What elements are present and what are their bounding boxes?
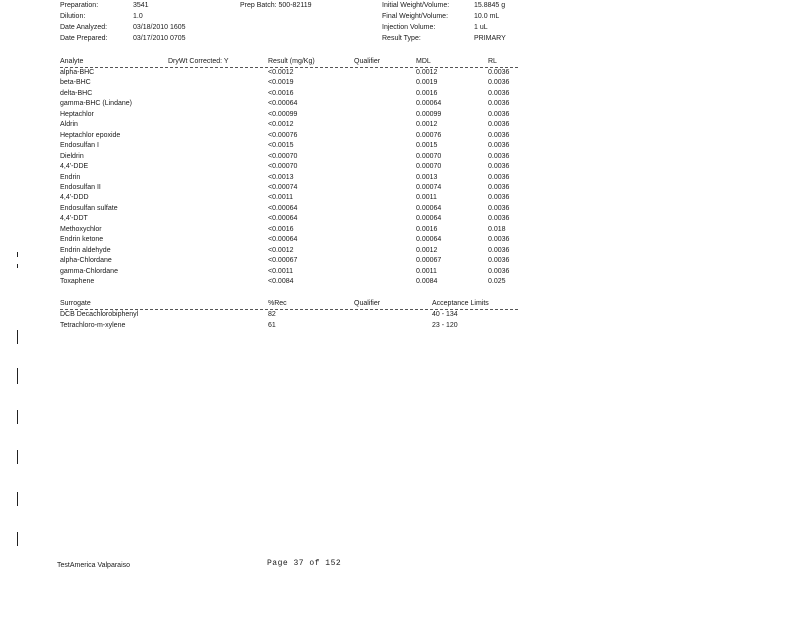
rl-cell: 0.0036 <box>488 173 510 181</box>
date-analyzed-label: Date Analyzed: <box>60 24 108 31</box>
result-cell: <0.0011 <box>268 194 293 202</box>
analyte-cell: Heptachlor <box>60 110 94 118</box>
mdl-cell: 0.0012 <box>416 121 438 129</box>
rl-cell: 0.0036 <box>488 267 510 275</box>
result-cell: <0.0011 <box>268 267 293 275</box>
table-row <box>0 121 800 131</box>
result-type-value: PRIMARY <box>474 35 506 42</box>
rl-cell: 0.0036 <box>488 246 510 254</box>
table-row <box>0 132 800 142</box>
rl-cell: 0.0036 <box>488 121 510 129</box>
mdl-cell: 0.0012 <box>416 69 438 76</box>
mdl-cell: 0.0011 <box>416 194 437 202</box>
surrogate-cell: Tetrachloro-m-xylene <box>60 321 126 329</box>
rl-cell: 0.0036 <box>488 257 510 265</box>
rec-header: %Rec <box>268 300 287 307</box>
rl-cell: 0.0036 <box>488 183 510 191</box>
result-cell: <0.0019 <box>268 79 294 87</box>
rl-cell: 0.0036 <box>488 69 510 76</box>
analyte-cell: 4,4'-DDD <box>60 194 89 202</box>
scan-mark <box>17 492 18 506</box>
rl-cell: 0.0036 <box>488 79 510 87</box>
analyte-cell: Endrin aldehyde <box>60 246 111 254</box>
table-row <box>0 69 800 79</box>
rec-cell: 82 <box>268 311 276 318</box>
final-weight-label: Final Weight/Volume: <box>382 13 449 20</box>
mdl-cell: 0.0016 <box>416 89 438 97</box>
dilution-value: 1.0 <box>133 13 143 20</box>
table-row <box>0 174 800 184</box>
table-row <box>0 236 800 246</box>
mdl-cell: 0.0019 <box>416 79 438 87</box>
table-row <box>0 215 800 225</box>
limits-cell: 40 - 134 <box>432 311 458 318</box>
mdl-cell: 0.00064 <box>416 100 442 108</box>
analyte-cell: gamma-Chlordane <box>60 267 118 275</box>
result-header: Result (mg/Kg) <box>268 58 315 65</box>
mdl-cell: 0.0084 <box>416 278 438 285</box>
mdl-cell: 0.00067 <box>416 257 442 265</box>
result-cell: <0.0084 <box>268 278 294 285</box>
rl-cell: 0.0036 <box>488 131 510 139</box>
rl-cell: 0.025 <box>488 278 506 285</box>
table-row <box>0 226 800 236</box>
mdl-header: MDL <box>416 58 431 65</box>
analyte-cell: Endosulfan I <box>60 142 99 150</box>
result-cell: <0.00064 <box>268 204 298 212</box>
rl-cell: 0.0036 <box>488 100 510 108</box>
table-row <box>0 194 800 204</box>
analyte-cell: delta-BHC <box>60 89 93 97</box>
mdl-cell: 0.00064 <box>416 215 442 223</box>
result-cell: <0.0012 <box>268 246 294 254</box>
table-row <box>0 153 800 163</box>
scan-mark <box>17 252 18 257</box>
rl-cell: 0.0036 <box>488 89 510 97</box>
date-prepared-label: Date Prepared: <box>60 35 108 42</box>
mdl-cell: 0.00064 <box>416 236 442 244</box>
analyte-cell: 4,4'-DDT <box>60 215 88 223</box>
table-row <box>0 278 800 288</box>
result-cell: <0.0016 <box>268 89 294 97</box>
surrogate-cell: DCB Decachlorobiphenyl <box>60 311 139 318</box>
result-cell: <0.00076 <box>268 131 298 139</box>
limits-cell: 23 - 120 <box>432 321 458 329</box>
table-row <box>0 205 800 215</box>
table-row <box>0 257 800 267</box>
scan-mark <box>17 450 18 464</box>
mdl-cell: 0.0011 <box>416 267 437 275</box>
rl-cell: 0.0036 <box>488 163 510 171</box>
mdl-cell: 0.0016 <box>416 225 438 233</box>
qualifier-header: Qualifier <box>354 58 381 65</box>
initial-weight-label: Initial Weight/Volume: <box>382 2 450 9</box>
table-row <box>0 142 800 152</box>
result-cell: <0.0013 <box>268 173 294 181</box>
analyte-cell: 4,4'-DDE <box>60 163 89 171</box>
table-row <box>0 90 800 100</box>
mdl-cell: 0.0015 <box>416 142 438 150</box>
result-cell: <0.00064 <box>268 236 298 244</box>
rl-cell: 0.0036 <box>488 152 510 160</box>
analyte-cell: Endrin ketone <box>60 236 104 244</box>
table-row <box>0 311 800 321</box>
table-row <box>0 163 800 173</box>
rl-cell: 0.0036 <box>488 194 510 202</box>
initial-weight-value: 15.8845 g <box>474 2 506 9</box>
result-cell: <0.0012 <box>268 69 294 76</box>
analyte-cell: Toxaphene <box>60 278 95 285</box>
mdl-cell: 0.00064 <box>416 204 442 212</box>
mdl-cell: 0.00076 <box>416 131 442 139</box>
analyte-cell: beta-BHC <box>60 79 91 87</box>
table-row <box>0 322 800 332</box>
surrogate-header: Surrogate <box>60 300 91 307</box>
result-cell: <0.0012 <box>268 121 294 129</box>
surrogate-header-divider <box>60 309 518 310</box>
analyte-cell: alpha-Chlordane <box>60 257 112 265</box>
rl-header: RL <box>488 58 497 65</box>
rl-cell: 0.0036 <box>488 215 510 223</box>
analyte-cell: Endosulfan II <box>60 183 101 191</box>
rl-cell: 0.0036 <box>488 110 510 118</box>
result-cell: <0.0015 <box>268 142 294 150</box>
mdl-cell: 0.00070 <box>416 163 442 171</box>
result-cell: <0.00099 <box>268 110 298 118</box>
mdl-cell: 0.0012 <box>416 246 438 254</box>
analyte-cell: gamma-BHC (Lindane) <box>60 100 132 108</box>
result-type-label: Result Type: <box>382 35 421 42</box>
scan-mark <box>17 264 18 268</box>
result-cell: <0.00064 <box>268 100 298 108</box>
analyte-cell: Endosulfan sulfate <box>60 204 118 212</box>
result-cell: <0.00070 <box>268 163 298 171</box>
rl-cell: 0.0036 <box>488 142 510 150</box>
analyte-cell: Methoxychlor <box>60 225 102 233</box>
scan-mark <box>17 368 18 384</box>
mdl-cell: 0.00074 <box>416 183 442 191</box>
dry-wt-header: DryWt Corrected: Y <box>168 58 229 65</box>
result-cell: <0.00064 <box>268 215 298 223</box>
result-cell: <0.00074 <box>268 183 298 191</box>
injection-volume-label: Injection Volume: <box>382 24 436 31</box>
table-row <box>0 100 800 110</box>
table-row <box>0 247 800 257</box>
page-number: Page 37 of 152 <box>267 559 342 568</box>
result-cell: <0.00070 <box>268 152 298 160</box>
injection-volume-value: 1 uL <box>474 24 488 31</box>
analyte-cell: alpha-BHC <box>60 69 95 76</box>
lab-name: TestAmerica Valparaiso <box>57 562 131 569</box>
analyte-header: Analyte <box>60 58 84 65</box>
scan-mark <box>17 330 18 344</box>
rl-cell: 0.018 <box>488 225 506 233</box>
date-prepared-value: 03/17/2010 0705 <box>133 35 186 42</box>
rl-cell: 0.0036 <box>488 204 510 212</box>
table-row <box>0 111 800 121</box>
scan-mark <box>17 410 18 424</box>
rec-cell: 61 <box>268 321 276 329</box>
date-analyzed-value: 03/18/2010 1605 <box>133 24 186 31</box>
preparation-label: Preparation: <box>60 2 99 9</box>
preparation-value: 3541 <box>133 2 149 9</box>
table-row <box>0 268 800 278</box>
analyte-cell: Heptachlor epoxide <box>60 131 121 139</box>
analyte-cell: Aldrin <box>60 121 78 129</box>
surrogate-qualifier-header: Qualifier <box>354 300 381 307</box>
rl-cell: 0.0036 <box>488 236 510 244</box>
mdl-cell: 0.00099 <box>416 110 442 118</box>
table-row <box>0 184 800 194</box>
table-row <box>0 79 800 89</box>
dilution-label: Dilution: <box>60 13 86 20</box>
prep-batch: Prep Batch: 500-82119 <box>240 2 312 9</box>
mdl-cell: 0.00070 <box>416 152 442 160</box>
mdl-cell: 0.0013 <box>416 173 438 181</box>
final-weight-value: 10.0 mL <box>474 13 500 20</box>
acceptance-limits-header: Acceptance Limits <box>432 300 489 307</box>
analyte-header-divider <box>60 67 518 68</box>
result-cell: <0.00067 <box>268 257 298 265</box>
scan-mark <box>17 532 18 546</box>
result-cell: <0.0016 <box>268 225 294 233</box>
analyte-cell: Dieldrin <box>60 152 84 160</box>
analyte-cell: Endrin <box>60 173 81 181</box>
